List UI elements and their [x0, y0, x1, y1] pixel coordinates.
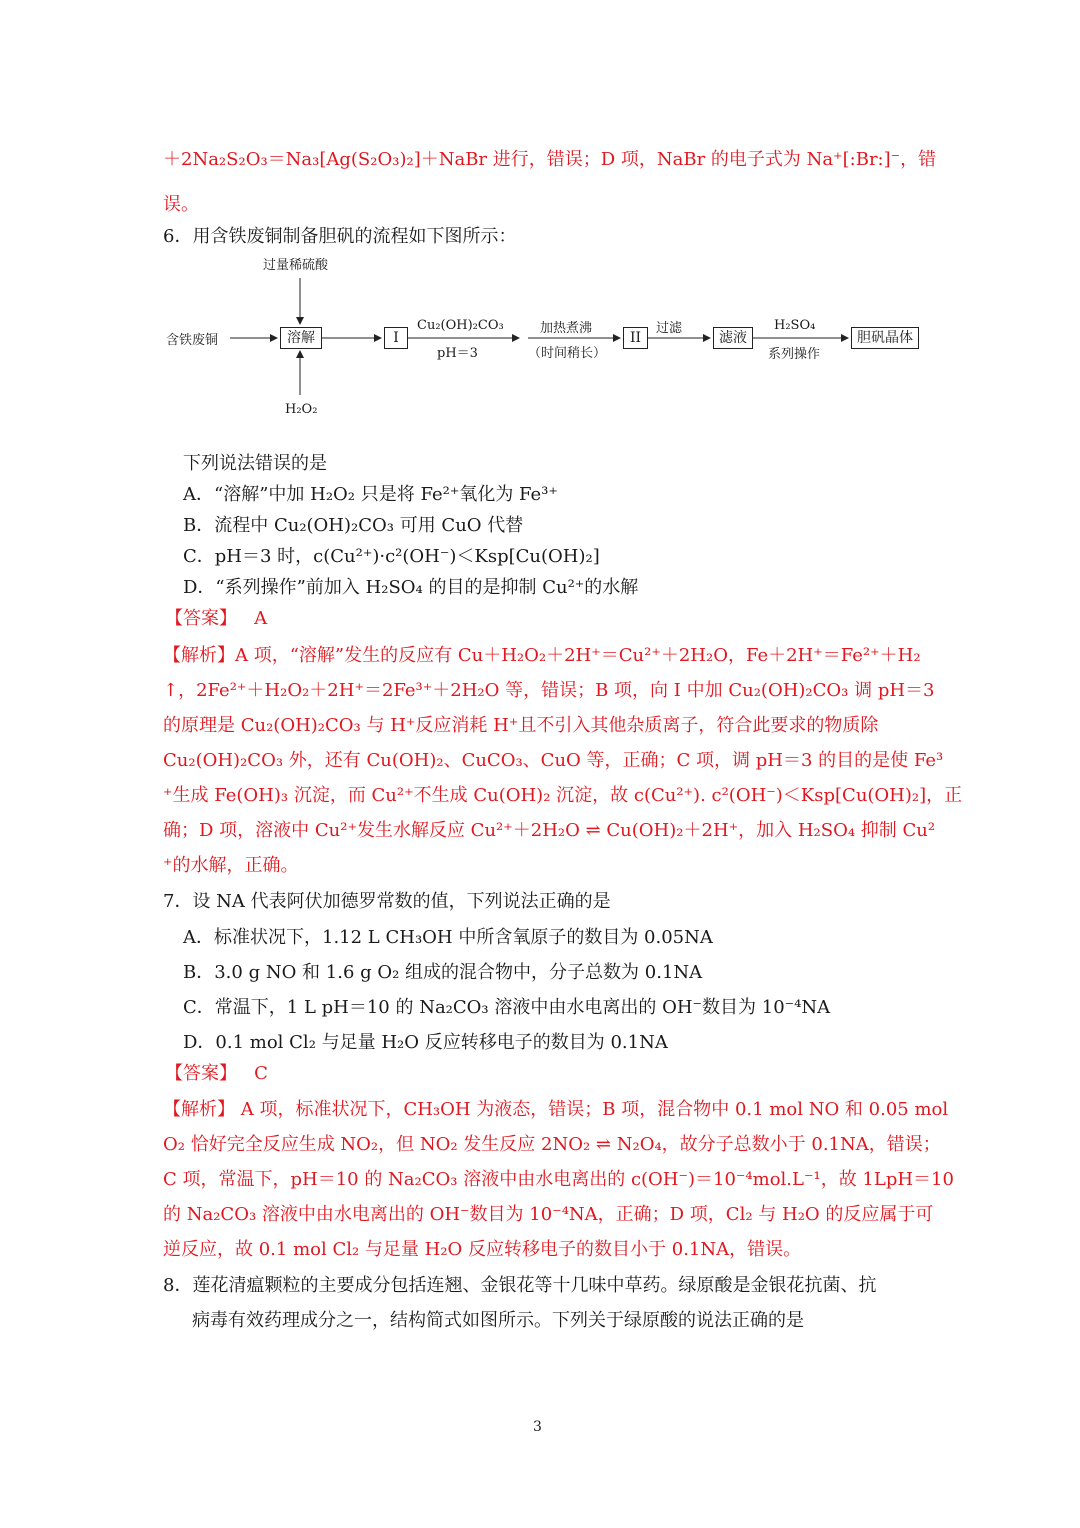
q7-analysis-3: C 项，常温下，pH＝10 的 Na₂CO₃ 溶液中由水电离出的 c(OH⁻)＝10⁻⁴mol.L⁻¹，故 1LpH＝10 [163, 1169, 954, 1190]
q6-answer-label: 【答案】 [165, 608, 237, 629]
q6-option-a: A．“溶解”中加 H₂O₂ 只是将 Fe²⁺氧化为 Fe³⁺ [183, 484, 558, 505]
q6-option-d: D．“系列操作”前加入 H₂SO₄ 的目的是抑制 Cu²⁺的水解 [183, 577, 639, 598]
q8-stem-line-2: 病毒有效药理成分之一，结构简式如图所示。下列关于绿原酸的说法正确的是 [192, 1310, 804, 1331]
flow-start: 含铁废铜 [166, 333, 219, 348]
q6-analysis-6: 确；D 项，溶液中 Cu²⁺发生水解反应 Cu²⁺＋2H₂O ⇌ Cu(OH)₂＋2H⁺，加入 H₂SO₄ 抑制 Cu² [163, 820, 936, 841]
q6-analysis-2: ↑，2Fe²⁺＋H₂O₂＋2H⁺＝2Fe³⁺＋2H₂O 等，错误；B 项，向 I 中加 Cu₂(OH)₂CO₃ 调 pH＝3 [163, 680, 935, 701]
q7-option-c: C．常温下，1 L pH＝10 的 Na₂CO₃ 溶液中由水电离出的 OH⁻数目为 10⁻⁴NA [183, 997, 831, 1018]
flow-arrow2-bottom: pH＝3 [437, 346, 478, 361]
flow-end-product: 胆矾晶体 [851, 327, 919, 349]
q7-stem: 7．设 NA 代表阿伏加德罗常数的值，下列说法正确的是 [163, 891, 611, 912]
flow-top-reagent: 过量稀硫酸 [263, 258, 329, 273]
flow-arrow3-top: 加热煮沸 [540, 321, 593, 336]
q6-prompt: 下列说法错误的是 [183, 453, 327, 474]
q7-answer-value: C [254, 1063, 268, 1084]
flow-arrow4-top: 过滤 [656, 321, 683, 336]
flow-step-II: II [623, 327, 648, 349]
q6-answer-value: A [254, 608, 268, 629]
q7-analysis-4: 的 Na₂CO₃ 溶液中由水电离出的 OH⁻数目为 10⁻⁴NA，正确；D 项，Cl₂ 与 H₂O 的反应属于可 [163, 1204, 934, 1225]
q7-answer-label: 【答案】 [165, 1063, 237, 1084]
flow-step-dissolve: 溶解 [280, 327, 322, 349]
flow-bottom-reagent: H₂O₂ [285, 402, 318, 417]
q6-analysis-3: 的原理是 Cu₂(OH)₂CO₃ 与 H⁺反应消耗 H⁺且不引入其他杂质离子，符合此要求的物质除 [163, 715, 879, 736]
flow-arrow2-top: Cu₂(OH)₂CO₃ [417, 318, 504, 333]
flow-arrows [160, 250, 930, 430]
q6-stem: 6．用含铁废铜制备胆矾的流程如下图所示： [163, 226, 517, 247]
flow-arrow5-bottom: 系列操作 [768, 347, 821, 362]
q7-option-a: A．标准状况下，1.12 L CH₃OH 中所含氧原子的数目为 0.05NA [183, 927, 713, 948]
q7-option-d: D．0.1 mol Cl₂ 与足量 H₂O 反应转移电子的数目为 0.1NA [183, 1032, 668, 1053]
q7-analysis-5: 逆反应，故 0.1 mol Cl₂ 与足量 H₂O 反应转移电子的数目小于 0.1NA，错误。 [163, 1239, 802, 1260]
q7-answer [165, 1062, 268, 1086]
prev-analysis-line-2: 误。 [163, 194, 199, 215]
q6-analysis-5: ⁺生成 Fe(OH)₃ 沉淀，而 Cu²⁺不生成 Cu(OH)₂ 沉淀，故 c(Cu²⁺). c²(OH⁻)＜Ksp[Cu(OH)₂]，正 [163, 785, 963, 806]
q6-flow-diagram [160, 250, 930, 430]
q8-stem-line-1: 8．莲花清瘟颗粒的主要成分包括连翘、金银花等十几味中草药。绿原酸是金银花抗菌、抗 [163, 1275, 877, 1296]
flow-arrow5-top: H₂SO₄ [774, 318, 816, 333]
page-number: 3 [533, 1419, 542, 1435]
q7-analysis-2: O₂ 恰好完全反应生成 NO₂，但 NO₂ 发生反应 2NO₂ ⇌ N₂O₄，故分子总数小于 0.1NA，错误； [163, 1134, 941, 1155]
q6-option-c: C．pH＝3 时，c(Cu²⁺)·c²(OH⁻)＜Ksp[Cu(OH)₂] [183, 546, 600, 567]
q6-analysis-7: ⁺的水解，正确。 [163, 855, 299, 876]
flow-step-I: I [384, 327, 408, 349]
flow-step-filtrate: 滤液 [713, 327, 753, 349]
flow-arrow3-bottom: （时间稍长） [528, 346, 607, 361]
q7-analysis-1: 【解析】 A 项，标准状况下，CH₃OH 为液态，错误；B 项，混合物中 0.1 mol NO 和 0.05 mol [163, 1099, 949, 1120]
q7-option-b: B．3.0 g NO 和 1.6 g O₂ 组成的混合物中，分子总数为 0.1NA [183, 962, 703, 983]
q6-answer [165, 607, 267, 631]
q6-option-b: B．流程中 Cu₂(OH)₂CO₃ 可用 CuO 代替 [183, 515, 524, 536]
q6-analysis-1: 【解析】A 项，“溶解”发生的反应有 Cu＋H₂O₂＋2H⁺＝Cu²⁺＋2H₂O，Fe＋2H⁺＝Fe²⁺＋H₂ [163, 645, 921, 666]
prev-analysis-line-1: ＋2Na₂S₂O₃＝Na₃[Ag(S₂O₃)₂]＋NaBr 进行，错误；D 项，NaBr 的电子式为 Na⁺[:Br:]⁻，错 [163, 149, 937, 170]
q6-analysis-4: Cu₂(OH)₂CO₃ 外，还有 Cu(OH)₂、CuCO₃、CuO 等，正确；C 项，调 pH＝3 的目的是使 Fe³ [163, 750, 944, 771]
